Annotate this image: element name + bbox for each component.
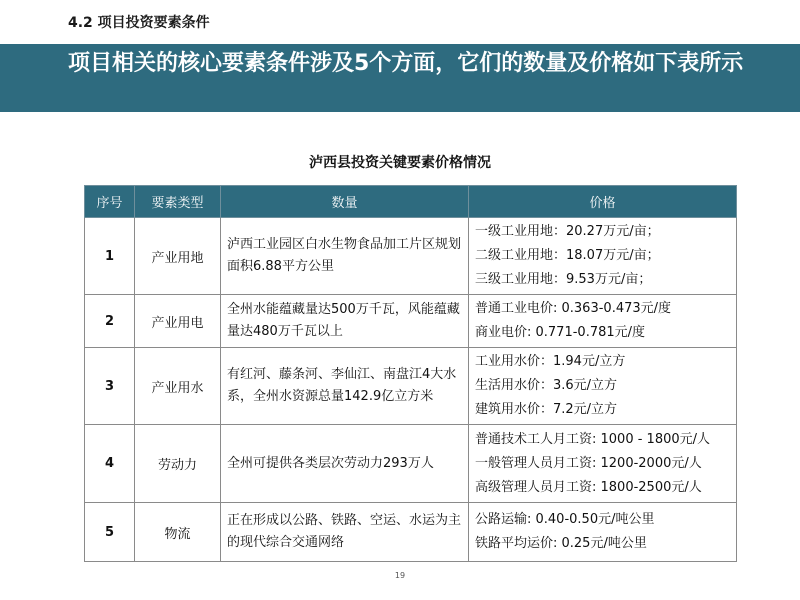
row-type: 产业用地 xyxy=(135,218,221,295)
row-quantity: 有红河、藤条河、李仙江、南盘江4大水系，全州水资源总量142.9亿立方米 xyxy=(221,348,469,425)
price-line: 公路运输: 0.40-0.50元/吨公里 xyxy=(475,512,655,527)
row-price xyxy=(469,503,737,562)
table-title: 泸西县投资关键要素价格情况 xyxy=(309,155,491,171)
price-line: 普通技术工人月工资: 1000 - 1800元/人 xyxy=(475,431,711,447)
row-number: 2 xyxy=(85,295,135,348)
header-type: 要素类型 xyxy=(135,186,221,218)
row-type: 产业用水 xyxy=(135,348,221,425)
table-row xyxy=(85,348,737,425)
price-line: 铁路平均运价: 0.25元/吨公里 xyxy=(475,536,647,551)
row-price xyxy=(469,295,737,348)
row-type: 物流 xyxy=(135,503,221,562)
price-line: 商业电价: 0.771-0.781元/度 xyxy=(475,325,646,340)
table-row xyxy=(85,425,737,503)
table-row xyxy=(85,295,737,348)
row-quantity: 全州可提供各类层次劳动力293万人 xyxy=(221,425,469,503)
price-line: 一级工业用地：20.27万元/亩； xyxy=(475,224,660,239)
header-quantity: 数量 xyxy=(221,186,469,218)
header-num: 序号 xyxy=(85,186,135,218)
row-number: 1 xyxy=(85,218,135,295)
price-line: 工业用水价：1.94元/立方 xyxy=(475,354,626,369)
row-price xyxy=(469,348,737,425)
row-quantity: 全州水能蕴藏量达500万千瓦，风能蕴藏量达480万千瓦以上 xyxy=(221,295,469,348)
price-line: 三级工业用地：9.53万元/亩； xyxy=(475,272,652,287)
row-price xyxy=(469,425,737,503)
price-line: 生活用水价：3.6元/立方 xyxy=(475,378,618,393)
row-type: 劳动力 xyxy=(135,425,221,503)
row-number: 3 xyxy=(85,348,135,425)
section-label: 4.2 项目投资要素条件 xyxy=(68,15,210,31)
row-price xyxy=(469,218,737,295)
row-type: 产业用电 xyxy=(135,295,221,348)
row-quantity: 正在形成以公路、铁路、空运、水运为主的现代综合交通网络 xyxy=(221,503,469,562)
title-bar xyxy=(0,44,800,112)
table-header-row xyxy=(85,186,737,218)
row-quantity: 泸西工业园区白水生物食品加工片区规划面积6.88平方公里 xyxy=(221,218,469,295)
slide-title: 项目相关的核心要素条件涉及5个方面，它们的数量及价格如下表所示 xyxy=(68,51,744,76)
table-row xyxy=(85,218,737,295)
row-number: 5 xyxy=(85,503,135,562)
price-line: 高级管理人员月工资: 1800-2500元/人 xyxy=(475,479,702,495)
price-line: 建筑用水价：7.2元/立方 xyxy=(475,402,618,417)
price-line: 普通工业电价: 0.363-0.473元/度 xyxy=(475,301,672,316)
header-price: 价格 xyxy=(469,186,737,218)
table-row xyxy=(85,503,737,562)
price-line: 一般管理人员月工资: 1200-2000元/人 xyxy=(475,455,702,471)
page-number: 19 xyxy=(394,571,406,580)
row-number: 4 xyxy=(85,425,135,503)
price-line: 二级工业用地：18.07万元/亩； xyxy=(475,248,660,263)
price-table xyxy=(84,185,737,562)
